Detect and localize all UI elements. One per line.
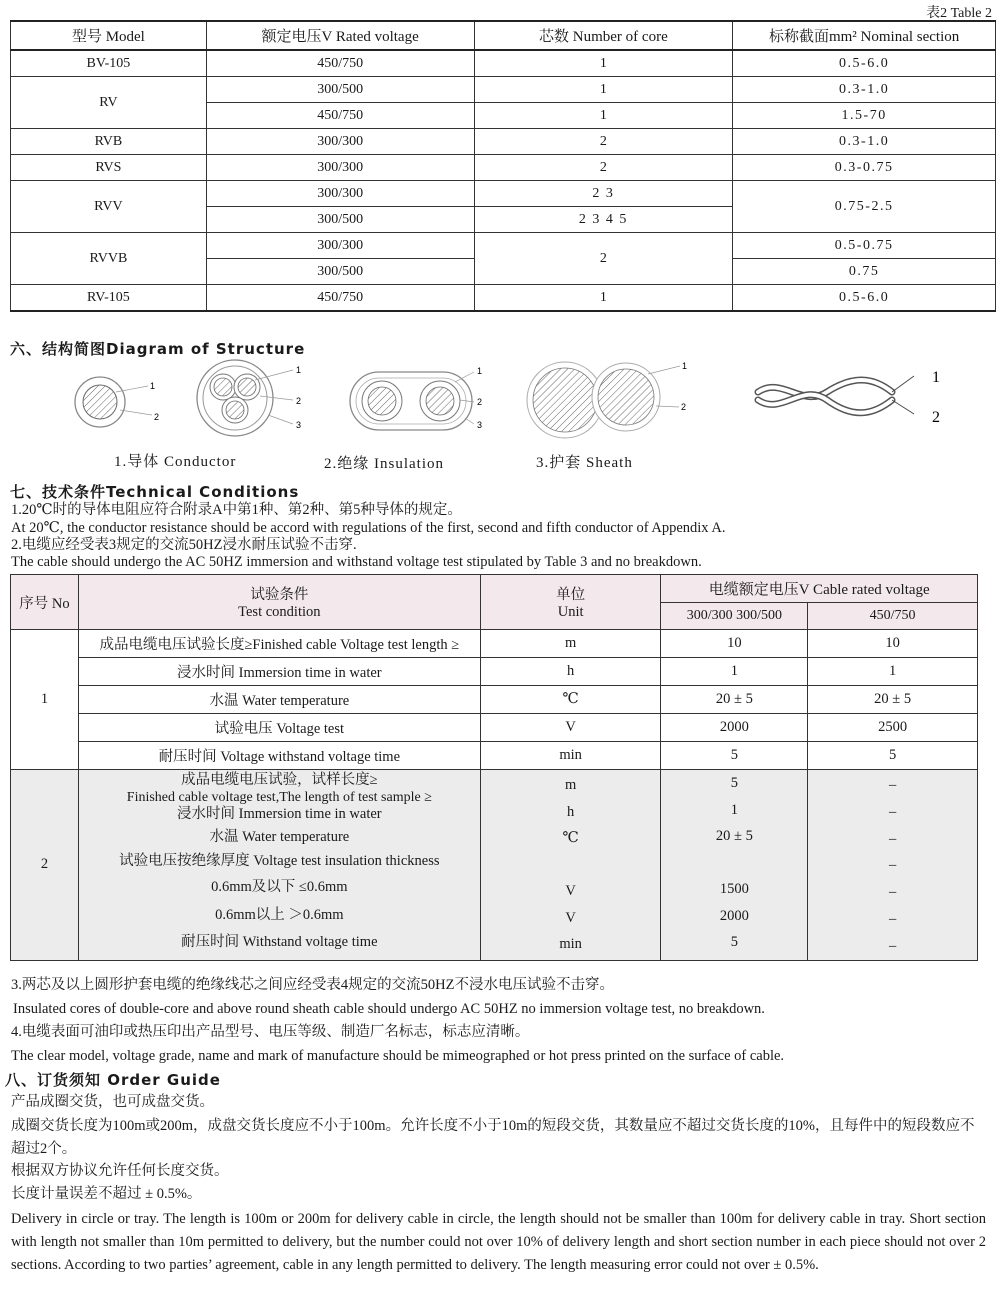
caption-conductor: 1.导体 Conductor xyxy=(114,454,237,470)
diagram-label: 1 xyxy=(682,361,688,371)
value-cell: 2000 xyxy=(661,714,808,742)
condition-line: 成品电缆电压试验，试样长度≥ xyxy=(181,772,378,788)
flat-two-core-diagram xyxy=(350,366,482,430)
value-cell: – xyxy=(888,937,897,954)
header-unit-cn: 单位 xyxy=(556,587,586,603)
group-number: 2 xyxy=(11,770,79,961)
condition-group2 xyxy=(78,770,480,961)
unit-cell: V xyxy=(565,909,576,926)
model-cell: RVVB xyxy=(11,233,207,285)
order-english: Delivery in circle or tray. The length is 100m or 200m for delivery cable in circle, the length should not be smaller than 100m for delivery cable in tray. Short section with length not smaller than 10m permitted to delivery, but the number could not over 10% of delivery length and short section number in each piece should not over 2 sections. According to two parties’ agreement, cable in any length permitted to delivery. The length measuring error could not over ± 0.5%. xyxy=(11,1211,986,1273)
condition-line: 试验电压按绝缘厚度 Voltage test insulation thickness xyxy=(119,853,440,869)
tech-p2-cn: 2.电缆应经受表3规定的交流50HZ浸水耐压试验不击穿. xyxy=(11,537,357,553)
order-line-1: 产品成圈交货，也可成盘交货。 xyxy=(11,1094,214,1110)
section-cell: 0.3-0.75 xyxy=(733,155,996,181)
section-cell: 0.3-1.0 xyxy=(733,77,996,103)
section-cell: 1.5-70 xyxy=(733,103,996,129)
table3-test-conditions xyxy=(10,574,978,961)
after-p3-en: Insulated cores of double-core and above round sheath cable should undergo AC 50HZ no immersion voltage test, no breakdown. xyxy=(13,1001,765,1017)
unit-cell: m xyxy=(564,777,577,793)
tech-p2-en: The cable should undergo the AC 50HZ immersion and withstand voltage test stipulated by Table 3 and no breakdown. xyxy=(11,554,702,570)
header-test-condition-en: Test condition xyxy=(238,604,321,620)
condition-cell: 耐压时间 Voltage withstand voltage time xyxy=(78,742,480,770)
condition-line: 0.6mm及以下 ≤0.6mm xyxy=(211,879,348,895)
diagram-label: 1 xyxy=(477,366,483,376)
diagram-label: 2 xyxy=(932,409,940,426)
structure-diagrams xyxy=(60,360,750,440)
diagram-label: 1 xyxy=(932,369,940,386)
condition-cell: 浸水时间 Immersion time in water xyxy=(78,658,480,686)
diagram-label: 2 xyxy=(154,412,160,422)
diagram-label: 2 xyxy=(477,397,483,407)
three-core-diagram xyxy=(197,360,301,436)
section-cell: 0.75 xyxy=(733,259,996,285)
two-wire-diagram xyxy=(527,361,687,438)
unit-cell: V xyxy=(480,714,661,742)
header-number-of-core: 芯数 Number of core xyxy=(474,21,733,50)
value-cell: 20 ± 5 xyxy=(808,686,978,714)
unit-cell: m xyxy=(480,630,661,658)
value-cell: – xyxy=(888,910,897,927)
order-line-2: 成圈交货长度为100m或200m，成盘交货长度应不小于100m。允许长度不小于10m的短段交货，其数量应不超过交货长度的10%，且每件中的短段数应不超过2个。 xyxy=(11,1118,975,1157)
voltage-cell: 300/300 xyxy=(206,233,474,259)
value-cell: 1 xyxy=(661,658,808,686)
header-voltage-300: 300/300 300/500 xyxy=(661,603,808,630)
caption-insulation: 2.绝缘 Insulation xyxy=(324,456,444,472)
cores-cell: 2 xyxy=(474,233,733,285)
value-cell: 10 xyxy=(808,630,978,658)
unit-cell: h xyxy=(567,803,575,820)
value-cell: 10 xyxy=(661,630,808,658)
table2-model-specs xyxy=(10,20,996,312)
model-cell: RVV xyxy=(11,181,207,233)
technical-heading: 七、技术条件Technical Conditions xyxy=(10,483,300,501)
after-p3-cn: 3.两芯及以上圆形护套电缆的绝缘线芯之间应经受表4规定的交流50HZ不浸水电压试验不击穿。 xyxy=(11,977,614,993)
header-voltage-450: 450/750 xyxy=(808,603,978,630)
condition-line: 0.6mm以上 ＞0.6mm xyxy=(215,907,344,923)
condition-cell: 成品电缆电压试验长度≥Finished cable Voltage test length ≥ xyxy=(78,630,480,658)
unit-cell: min xyxy=(559,936,582,952)
unit-group2 xyxy=(480,770,661,961)
condition-cell: 水温 Water temperature xyxy=(78,686,480,714)
value-cell: – xyxy=(888,857,897,874)
diagram-label: 3 xyxy=(477,420,483,430)
condition-line: 水温 Water temperature xyxy=(209,829,350,845)
header-unit-en: Unit xyxy=(557,604,584,620)
caption-sheath: 3.护套 Sheath xyxy=(536,455,633,471)
cores-cell: 1 xyxy=(474,50,733,77)
value-cell: 2500 xyxy=(808,714,978,742)
value-cell: 5 xyxy=(808,742,978,770)
voltage-cell: 300/300 xyxy=(206,155,474,181)
value-cell: 5 xyxy=(661,742,808,770)
section-cell: 0.75-2.5 xyxy=(733,181,996,233)
voltage-cell: 300/300 xyxy=(206,181,474,207)
unit-cell: ℃ xyxy=(480,686,661,714)
value-cell: 20 ± 5 xyxy=(661,686,808,714)
header-unit xyxy=(480,575,661,630)
voltage-cell: 300/500 xyxy=(206,207,474,233)
voltage-cell: 300/300 xyxy=(206,129,474,155)
section-cell: 0.5-6.0 xyxy=(733,50,996,77)
value-cell: 20 ± 5 xyxy=(715,828,753,844)
after-p4-cn: 4.电缆表面可油印或热压印出产品型号、电压等级、制造厂名标志，标志应清晰。 xyxy=(11,1024,530,1040)
condition-line: Finished cable voltage test,The length of test sample ≥ xyxy=(126,790,432,805)
values-group2-300 xyxy=(661,770,808,961)
value-cell: – xyxy=(888,884,897,901)
group-number: 1 xyxy=(11,630,79,770)
voltage-cell: 300/500 xyxy=(206,259,474,285)
header-test-condition-cn: 试验条件 xyxy=(250,587,309,603)
voltage-cell: 450/750 xyxy=(206,103,474,129)
diagram-label: 1 xyxy=(150,381,156,391)
unit-cell: ℃ xyxy=(562,830,579,846)
value-cell: 5 xyxy=(730,775,738,791)
order-line-4: 长度计量误差不超过 ± 0.5%。 xyxy=(11,1186,202,1202)
condition-cell: 试验电压 Voltage test xyxy=(78,714,480,742)
diagram-label: 2 xyxy=(681,402,687,412)
header-test-condition xyxy=(78,575,480,630)
tech-p1-en: At 20℃, the conductor resistance should be accord with regulations of the first, second and fifth conductor of Appendix A. xyxy=(11,520,726,536)
diagram-label: 2 xyxy=(296,396,302,406)
unit-cell: V xyxy=(565,883,576,899)
cores-cell: 2 3 4 5 xyxy=(474,207,733,233)
section-cell: 0.3-1.0 xyxy=(733,129,996,155)
order-heading: 八、订货须知 Order Guide xyxy=(5,1071,221,1089)
values-group2-450 xyxy=(808,770,978,961)
model-cell: RV-105 xyxy=(11,285,207,312)
value-cell: – xyxy=(888,803,897,820)
cores-cell: 2 xyxy=(474,155,733,181)
cores-cell: 2 xyxy=(474,129,733,155)
cores-cell: 1 xyxy=(474,285,733,312)
cores-cell: 1 xyxy=(474,103,733,129)
header-no: 序号 No xyxy=(11,575,79,630)
header-model: 型号 Model xyxy=(11,21,207,50)
model-cell: RV xyxy=(11,77,207,129)
diagram-label: 1 xyxy=(296,365,302,375)
value-cell: 2000 xyxy=(719,907,749,924)
value-cell: – xyxy=(888,777,897,793)
twisted-pair-diagram xyxy=(752,366,952,426)
value-cell: 1 xyxy=(730,801,738,818)
value-cell: 5 xyxy=(730,934,738,950)
cores-cell: 2 3 xyxy=(474,181,733,207)
section-cell: 0.5-0.75 xyxy=(733,233,996,259)
voltage-cell: 450/750 xyxy=(206,285,474,312)
model-cell: RVB xyxy=(11,129,207,155)
voltage-cell: 450/750 xyxy=(206,50,474,77)
value-cell: – xyxy=(888,830,897,847)
voltage-cell: 300/500 xyxy=(206,77,474,103)
condition-line: 浸水时间 Immersion time in water xyxy=(177,806,382,822)
value-cell: 1500 xyxy=(719,881,749,897)
diagram-label: 3 xyxy=(296,420,302,430)
order-line-3: 根据双方协议允许任何长度交货。 xyxy=(11,1163,229,1179)
condition-line: 耐压时间 Withstand voltage time xyxy=(181,934,378,950)
unit-cell: h xyxy=(480,658,661,686)
single-core-diagram xyxy=(75,377,159,427)
model-cell: RVS xyxy=(11,155,207,181)
structure-heading: 六、结构简图Diagram of Structure xyxy=(10,340,306,358)
header-cable-rated-voltage: 电缆额定电压V Cable rated voltage xyxy=(661,575,978,603)
cores-cell: 1 xyxy=(474,77,733,103)
section-cell: 0.5-6.0 xyxy=(733,285,996,312)
table2-label: 表2 Table 2 xyxy=(926,6,992,21)
value-cell: 1 xyxy=(808,658,978,686)
header-nominal-section: 标称截面mm² Nominal section xyxy=(733,21,996,50)
tech-p1-cn: 1.20℃时的导体电阻应符合附录A中第1种、第2种、第5种导体的规定。 xyxy=(11,502,462,518)
after-p4-en: The clear model, voltage grade, name and mark of manufacture should be mimeographed or hot press printed on the surface of cable. xyxy=(11,1048,785,1064)
header-rated-voltage: 额定电压V Rated voltage xyxy=(206,21,474,50)
model-cell: BV-105 xyxy=(11,50,207,77)
unit-cell: min xyxy=(480,742,661,770)
